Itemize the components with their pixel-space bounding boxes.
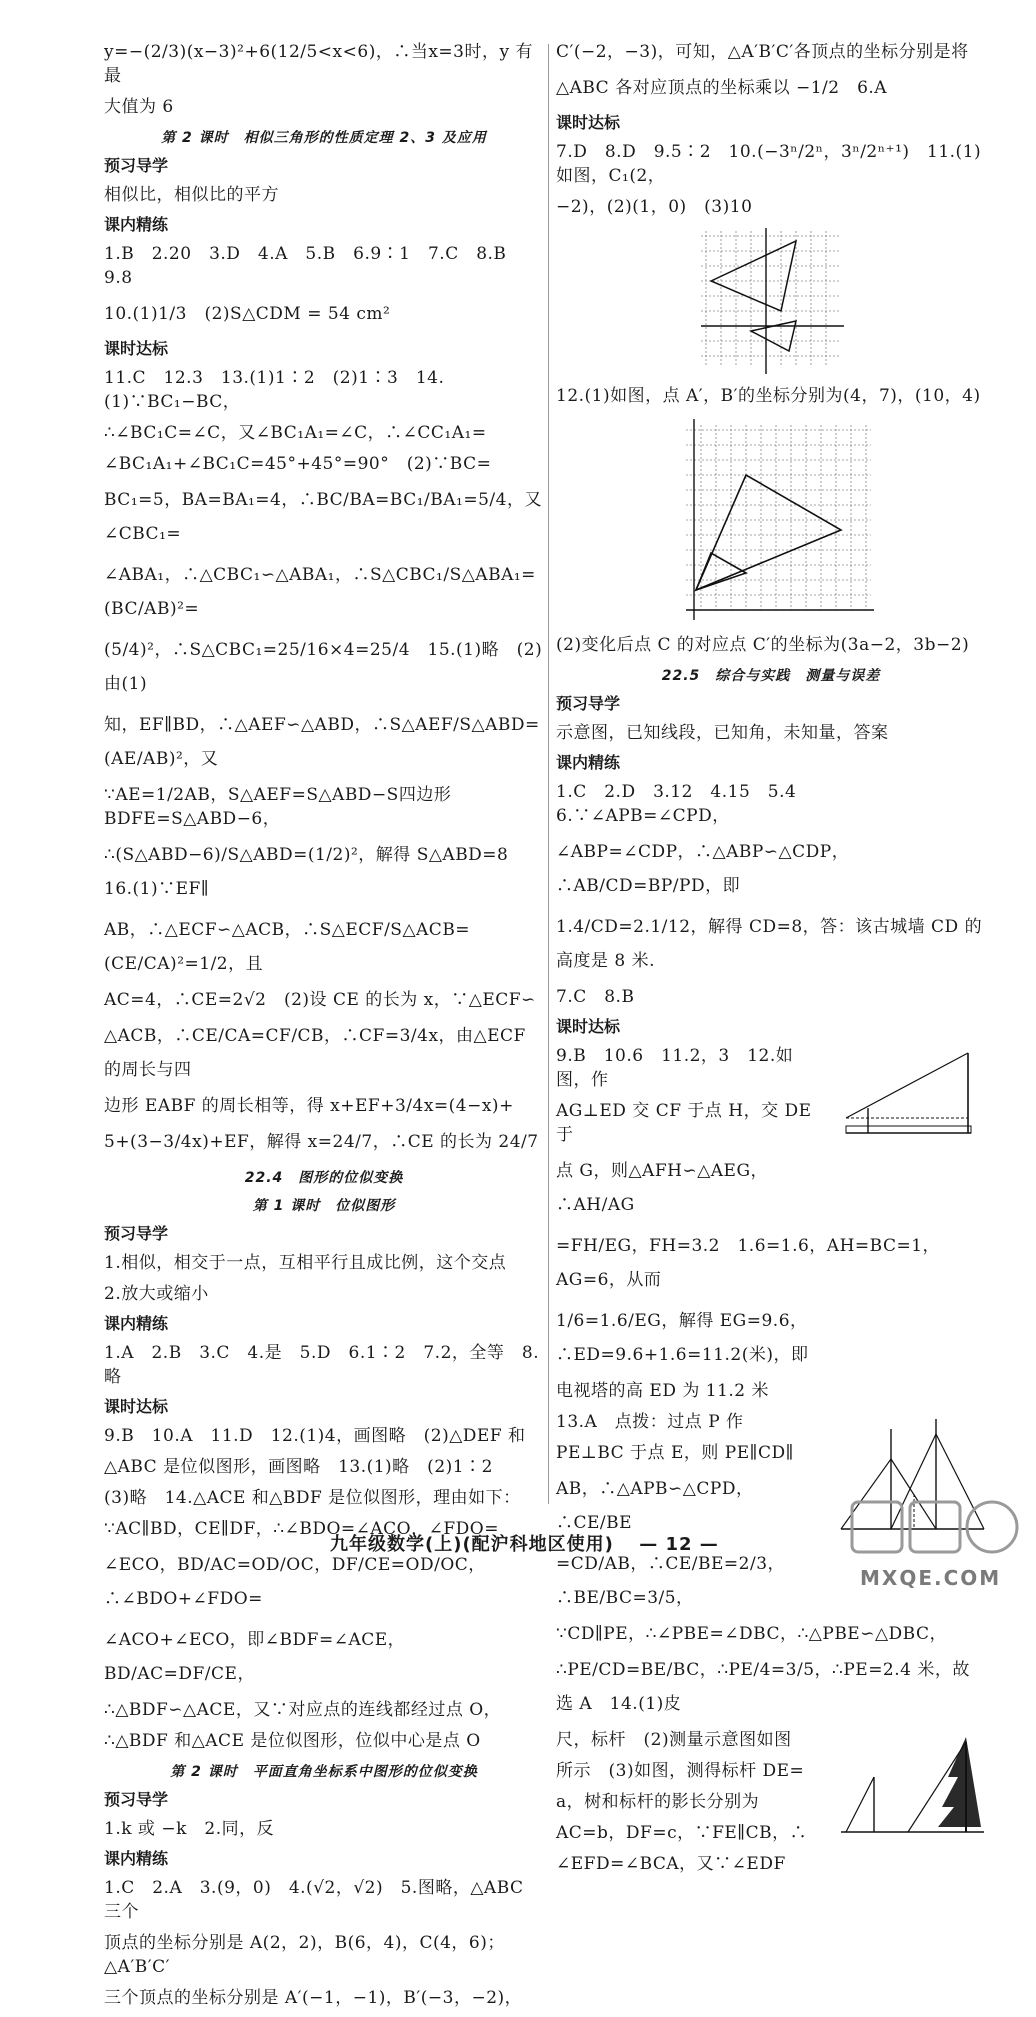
- grid-figure-12: [666, 415, 876, 625]
- text-line: AC=b，DF=c，∵FE∥CB，∴: [556, 1823, 808, 1843]
- text-line: ∴△BDF∽△ACE，又∵对应点的连线都经过点 O，: [104, 1700, 502, 1720]
- text-line: ∵AC∥BD，CE∥DF，∴∠BDO=∠ACO，∠FDO=: [104, 1519, 499, 1539]
- section-heading: 课时达标: [104, 339, 169, 358]
- text-line: 1.A 2.B 3.C 4.是 5.D 6.1∶2 7.2，全等 8.略: [104, 1343, 540, 1387]
- text-line: 1.相似，相交于一点，互相平行且成比例，这个交点: [104, 1253, 507, 1273]
- lesson-title: 第 1 课时 位似图形: [252, 1198, 396, 1214]
- text-line: 1/6=1.6/EG，解得 EG=9.6，∴ED=9.6+1.6=11.2(米)，即: [556, 1311, 809, 1365]
- text-line: ∠EFD=∠BCA，又∵∠EDF: [556, 1854, 786, 1874]
- text-line: 1.k 或 −k 2.同，反: [104, 1819, 275, 1839]
- lesson-title: 第 2 课时 相似三角形的性质定理 2、3 及应用: [161, 130, 487, 146]
- text-line: PE⊥BC 于点 E，则 PE∥CD∥: [556, 1443, 794, 1463]
- triangle-large: [696, 475, 841, 590]
- text-line: ∠ECO，BD/AC=OD/OC，DF/CE=OD/OC，∴∠BDO+∠FDO=: [104, 1555, 486, 1609]
- page-number: — 12 —: [639, 1534, 719, 1555]
- text-line: 知，EF∥BD，∴△AEF∽△ABD，∴S△AEF/S△ABD=(AE/AB)²，又: [104, 715, 540, 769]
- page-footer: [330, 1530, 719, 1556]
- section-heading: 预习导学: [104, 156, 169, 175]
- section-heading: 课时达标: [556, 1017, 621, 1036]
- text-line: 所示 (3)如图，测得标杆 DE=: [556, 1761, 805, 1781]
- text-line: 三个顶点的坐标分别是 A′(−1，−1)，B′(−3，−2)，: [104, 1988, 523, 2008]
- text-line: AC=4，∴CE=2√2 (2)设 CE 的长为 x，∵△ECF∽: [104, 990, 536, 1010]
- text-line: 电视塔的高 ED 为 11.2 米: [556, 1381, 770, 1401]
- right-column: [556, 40, 986, 1883]
- text-line: △ABC 是位似图形，画图略 13.(1)略 (2)1∶2: [104, 1457, 493, 1477]
- text-line: ∠ABP=∠CDP，∴△ABP∽△CDP，∴AB/CD=BP/PD，即: [556, 842, 850, 896]
- text-line: AG⊥ED 交 CF 于点 H，交 DE 于: [556, 1101, 812, 1145]
- text-line: (2)变化后点 C 的对应点 C′的坐标为(3a−2，3b−2): [556, 635, 970, 655]
- text-line: 1.4/CD=2.1/12，解得 CD=8，答：该古城墙 CD 的高度是 8 米.: [556, 917, 983, 971]
- text-line: 7.D 8.D 9.5∶2 10.(−3ⁿ/2ⁿ，3ⁿ/2ⁿ⁺¹) 11.(1)如图，C₁(2，: [556, 142, 982, 186]
- section-heading: 预习导学: [104, 1224, 169, 1243]
- text-line: ∠BC₁A₁+∠BC₁C=45°+45°=90° (2)∵BC=: [104, 454, 492, 474]
- text-line: △ACB，∴CE/CA=CF/CB，∴CF=3/4x，由△ECF 的周长与四: [104, 1026, 526, 1080]
- tower-figure: [836, 1048, 986, 1158]
- text-line: 大值为 6: [104, 97, 174, 117]
- column-divider: [548, 44, 549, 1504]
- text-line: 尺，标杆 (2)测量示意图如图: [556, 1730, 792, 1750]
- text-line: 10.(1)1/3 (2)S△CDM = 54 cm²: [104, 304, 391, 324]
- text-line: ∠ACO+∠ECO，即∠BDF=∠ACE，BD/AC=DF/CE，: [104, 1630, 406, 1684]
- text-line: 5+(3−3/4x)+EF，解得 x=24/7，∴CE 的长为 24/7: [104, 1132, 539, 1152]
- section-heading: 课内精练: [556, 753, 621, 772]
- text-line: 示意图，已知线段，已知角，未知量，答案: [556, 723, 889, 743]
- section-heading: 课时达标: [556, 113, 621, 132]
- grid-figure-11: [696, 226, 846, 376]
- text-line: 11.C 12.3 13.(1)1∶2 (2)1∶3 14.(1)∵BC₁−BC，: [104, 368, 445, 412]
- text-line: ∴(S△ABD−6)/S△ABD=(1/2)²，解得 S△ABD=8 16.(1)∵EF∥: [104, 845, 526, 899]
- text-line: 顶点的坐标分别是 A(2，2)，B(6，4)，C(4，6)；△A′B′C′: [104, 1933, 505, 1977]
- triangle-small: [696, 553, 746, 590]
- text-line: a，树和标杆的影长分别为: [556, 1792, 760, 1812]
- tree-figure: [836, 1732, 986, 1842]
- text-line: ∴∠BC₁C=∠C，又∠BC₁A₁=∠C，∴∠CC₁A₁=: [104, 423, 487, 443]
- text-line: 13.A 点拨：过点 P 作: [556, 1412, 744, 1432]
- section-heading: 预习导学: [556, 694, 621, 713]
- text-line: (3)略 14.△ACE 和△BDF 是位似图形，理由如下：: [104, 1488, 521, 1508]
- text-line: 边形 EABF 的周长相等，得 x+EF+3/4x=(4−x)+: [104, 1096, 514, 1116]
- text-line: BC₁=5，BA=BA₁=4，∴BC/BA=BC₁/BA₁=5/4，又∠CBC₁=: [104, 490, 542, 544]
- text-line: ∴PE/CD=BE/BC，∴PE/4=3/5，∴PE=2.4 米，故选 A 14.(1)皮: [556, 1660, 970, 1714]
- section-heading: 预习导学: [104, 1790, 169, 1809]
- text-line: y=−(2/3)(x−3)²+6(12/5<x<6)，∴当x=3时，y 有最: [104, 42, 533, 86]
- text-line: 9.B 10.A 11.D 12.(1)4，画图略 (2)△DEF 和: [104, 1426, 526, 1446]
- section-heading: 课内精练: [104, 1314, 169, 1333]
- text-line: ∵CD∥PE，∴∠PBE=∠DBC，∴△PBE∽△DBC，: [556, 1624, 947, 1644]
- text-line: AB，∴△ECF∽△ACB，∴S△ECF/S△ACB=(CE/CA)²=1/2，且: [104, 920, 471, 974]
- text-line: =FH/EG，FH=3.2 1.6=1.6，AH=BC=1，AG=6，从而: [556, 1236, 941, 1290]
- text-line: −2)，(2)(1，0) (3)10: [556, 197, 753, 217]
- triangle-abc: [711, 241, 796, 311]
- text-line: 7.C 8.B: [556, 987, 635, 1007]
- section-heading: 课时达标: [104, 1397, 169, 1416]
- text-line: 12.(1)如图，点 A′，B′的坐标分别为(4，7)，(10，4): [556, 386, 981, 406]
- text-line: ∵AE=1/2AB，S△AEF=S△ABD−S四边形BDFE=S△ABD−6，: [104, 785, 452, 829]
- section-heading: 课内精练: [104, 1849, 169, 1868]
- text-line: 1.B 2.20 3.D 4.A 5.B 6.9∶1 7.C 8.B 9.8: [104, 244, 524, 288]
- text-line: ∴△BDF 和△ACE 是位似图形，位似中心是点 O: [104, 1731, 481, 1751]
- section-title: 22.4 图形的位似变换: [244, 1170, 404, 1186]
- text-line: AB，∴△APB∽△CPD，∴CE/BE: [556, 1479, 754, 1533]
- text-line: 相似比，相似比的平方: [104, 185, 279, 205]
- text-line: △ABC 各对应顶点的坐标乘以 −1/2 6.A: [556, 78, 888, 98]
- watermark-text: MXQE.COM: [860, 1566, 1002, 1590]
- text-line: C′(−2，−3)，可知，△A′B′C′各顶点的坐标分别是将: [556, 42, 969, 62]
- text-line: 1.C 2.D 3.12 4.15 5.4 6.∵∠APB=∠CPD，: [556, 782, 814, 826]
- left-column: [104, 40, 544, 2017]
- text-line: =CD/AB，∴CE/BE=2/3，∴BE/BC=3/5，: [556, 1554, 786, 1608]
- text-line: (5/4)²，∴S△CBC₁=25/16×4=25/4 15.(1)略 (2)由(1): [104, 640, 543, 694]
- section-title: 22.5 综合与实践 测量与误差: [661, 668, 881, 684]
- section-heading: 课内精练: [104, 215, 169, 234]
- text-line: 1.C 2.A 3.(9，0) 4.(√2，√2) 5.图略，△ABC 三个: [104, 1878, 524, 1922]
- text-line: 点 G，则△AFH∽△AEG，∴AH/AG: [556, 1161, 769, 1215]
- lesson-title: 第 2 课时 平面直角坐标系中图形的位似变换: [170, 1764, 478, 1780]
- book-title: 九年级数学(上)(配沪科地区使用): [330, 1534, 614, 1555]
- text-line: ∠ABA₁，∴△CBC₁∽△ABA₁，∴S△CBC₁/S△ABA₁=(BC/AB)²=: [104, 565, 536, 619]
- text-line: 2.放大或缩小: [104, 1284, 209, 1304]
- text-line: 9.B 10.6 11.2，3 12.如图，作: [556, 1046, 794, 1090]
